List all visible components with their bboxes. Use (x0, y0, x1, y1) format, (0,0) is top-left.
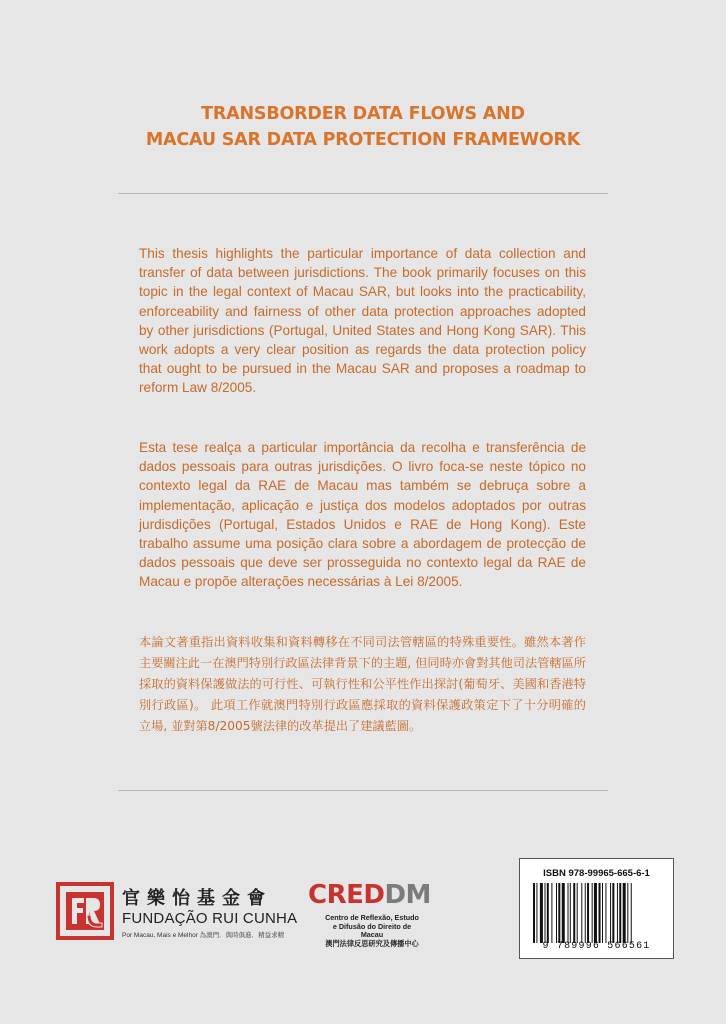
divider-bottom (118, 790, 608, 791)
isbn-barcode (519, 858, 674, 959)
abstract-portuguese-text: Esta tese realça a particular importância da recolha e transferência de dados pessoais para outras jurisdições. O livro foca-se neste tópico no contexto legal da RAE de Macau mas também se debruça sobre a implementação, aplicação e justiça dos modelos adoptados por outras jurdisdições (Portugal, Estados Unidos e RAE de Hong Kong). Este trabalho assume uma posição clara sobre a abordagem de protecção de dados pessoais que deve ser prosseguida no contexto legal da RAE de Macau e propõe alterações necessárias à Lei 8/2005. (139, 440, 586, 590)
creddm-subtitle-line1: Centro de Reflexão, Estudo (325, 913, 419, 922)
title-line-2: MACAU SAR DATA PROTECTION FRAMEWORK (145, 130, 581, 150)
abstract-chinese (139, 632, 586, 737)
book-title (0, 101, 726, 153)
abstract-chinese-text: 本論文著重指出資料收集和資料轉移在不同司法管轄區的特殊重要性。雖然本著作主要關注此一在澳門特別行政區法律背景下的主題, 但同時亦會對其他司法管轄區所採取的資料保護做法的可行性、可執行性和公平性作出探討(葡萄牙、美國和香港特別行政區)。 此項工作就澳門特別行政區應採取的資料保護政策定下了十分明確的立場, 並對第8/2005號法律的改革提出了建議藍圖。 (139, 635, 586, 733)
creddm-wordmark-part2: DM (384, 880, 431, 910)
creddm-logo (308, 880, 431, 948)
frc-chinese-name: 官樂怡基金會 (122, 888, 272, 909)
frc-mark-icon (56, 882, 114, 940)
abstract-english-text: This thesis highlights the particular importance of data collection and transfer of data between jurisdictions. The book primarily focuses on this topic in the legal context of Macau SAR, but looks into the practicability, enforceability and fairness of other data protection approaches adopted by other jurisdictions (Portugal, United States and Hong Kong SAR). This work adopts a very clear position as regards the data protection policy that ought to be pursued in the Macau SAR and proposes a roadmap to reform Law 8/2005. (139, 246, 586, 396)
creddm-wordmark (308, 880, 431, 910)
creddm-subtitle-line2: e Difusão do Direito de Macau (332, 921, 412, 940)
frc-logo (56, 882, 296, 942)
creddm-subtitle-line3: 澳門法律反思研究及傳播中心 (325, 938, 419, 948)
abstract-english (139, 244, 586, 398)
frc-tagline: Por Macau, Mais e Melhor 為澳門．與時俱進．精益求精 (122, 932, 285, 939)
abstract-portuguese (139, 438, 586, 592)
creddm-wordmark-part1: CRED (308, 880, 385, 910)
title-line-1: TRANSBORDER DATA FLOWS AND (201, 104, 525, 124)
divider-top (118, 193, 608, 194)
frc-name: FUNDAÇÃO RUI CUNHA (122, 910, 298, 927)
barcode-bars-icon (533, 883, 663, 943)
barcode-digits: 9 789996 566561 (542, 941, 651, 952)
isbn-label: ISBN 978-99965-665-6-1 (543, 868, 650, 879)
creddm-subtitle (322, 914, 422, 948)
